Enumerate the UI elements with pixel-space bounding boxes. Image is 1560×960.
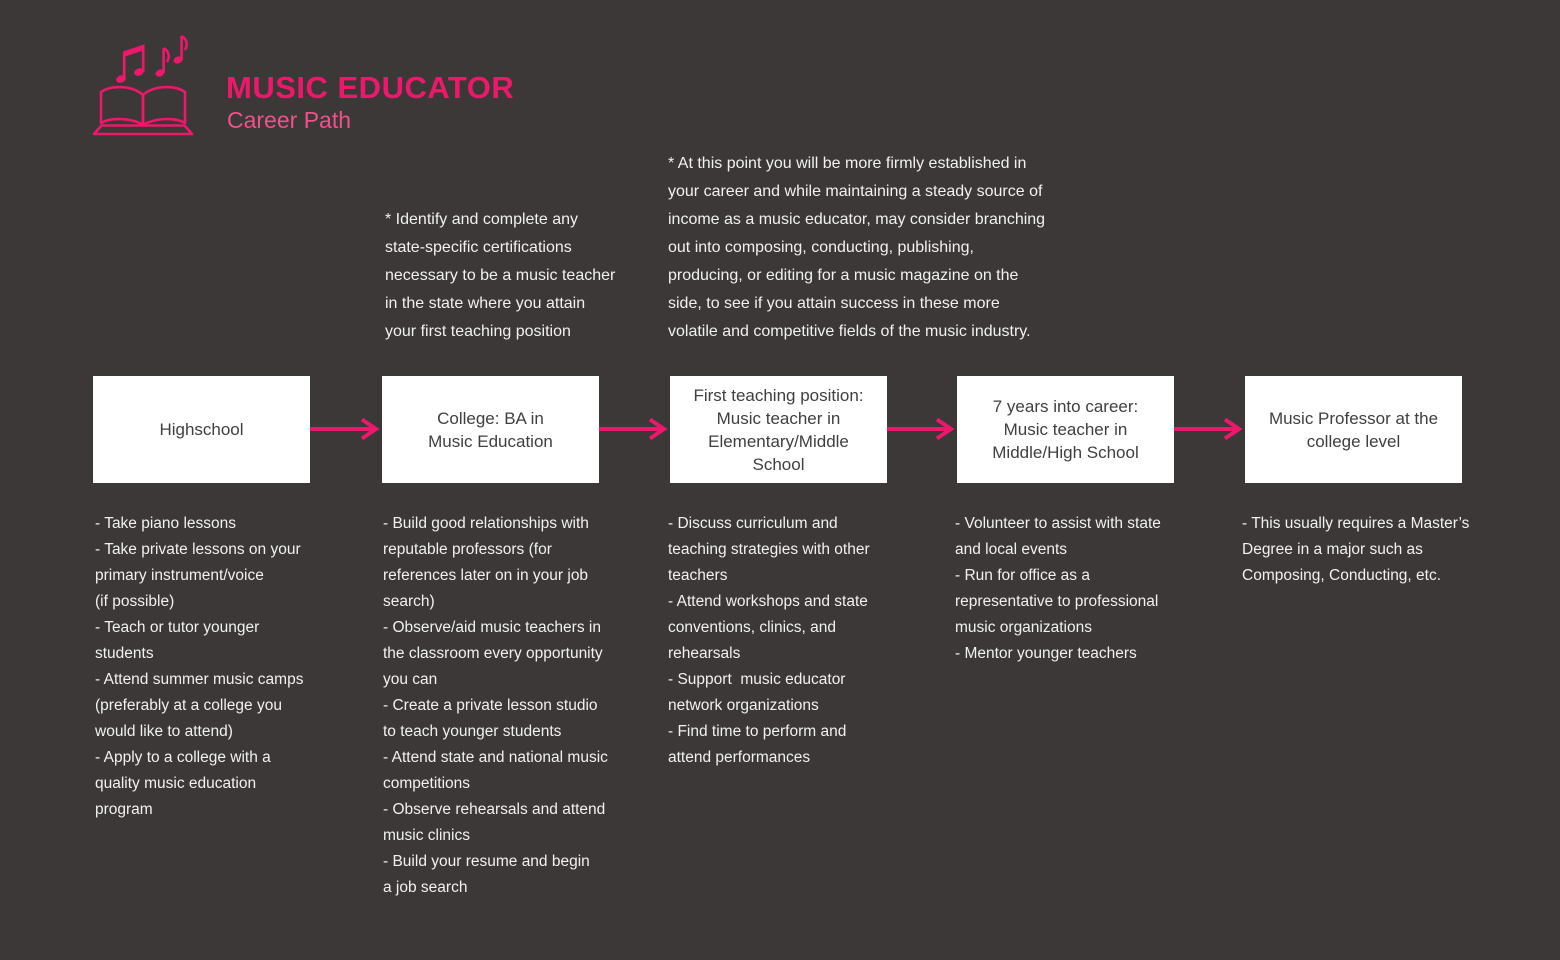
stage-details-seven-years-into-career <box>955 511 1161 667</box>
detail-line: - Create a private lesson studio <box>383 697 598 714</box>
detail-line: network organizations <box>668 697 819 714</box>
stage-box-label-line: Highschool <box>159 420 244 439</box>
stage-box-label-line: Middle/High School <box>992 443 1139 462</box>
note-certifications <box>385 206 615 346</box>
stage-box-label-line: 7 years into career: <box>992 397 1139 416</box>
detail-line: the classroom every opportunity <box>383 645 603 662</box>
note-line: producing, or editing for a music magazine on the <box>668 267 1019 284</box>
detail-line: reputable professors (for <box>383 541 552 558</box>
stage-box-label-line: Music Education <box>428 431 553 451</box>
note-line: necessary to be a music teacher <box>385 267 616 284</box>
detail-line: Composing, Conducting, etc. <box>1242 567 1442 584</box>
detail-line: Degree in a major such as <box>1242 541 1423 558</box>
flow-arrow-icon <box>1173 416 1245 442</box>
detail-line: - Attend summer music camps <box>95 671 304 688</box>
detail-line: - Find time to perform and <box>668 723 847 740</box>
detail-line: - Volunteer to assist with state <box>955 515 1161 532</box>
detail-line: teaching strategies with other <box>668 541 870 558</box>
page-subtitle: Career Path <box>227 107 352 133</box>
stage-box-label-line: School <box>752 454 805 474</box>
detail-line: (if possible) <box>95 593 175 610</box>
stage-box-label-line: Music Professor at the <box>1268 408 1439 428</box>
stage-box-label-line: First teaching position: <box>693 385 864 405</box>
note-line: in the state where you attain <box>385 295 586 312</box>
detail-line: conventions, clinics, and <box>668 619 837 636</box>
detail-line: students <box>95 645 154 662</box>
stage-box-first-teaching-position <box>670 376 887 483</box>
detail-line: references later on in your job <box>383 567 589 584</box>
flow-arrow-icon <box>310 416 382 442</box>
stage-details-college <box>383 511 608 901</box>
detail-line: primary instrument/voice <box>95 567 264 584</box>
detail-line: - Observe/aid music teachers in <box>383 619 601 636</box>
stage-box-label-line: college level <box>1306 431 1401 451</box>
detail-line: music clinics <box>383 827 470 844</box>
detail-line: (preferably at a college you <box>95 697 282 714</box>
note-line: state-specific certifications <box>385 239 572 256</box>
note-line: income as a music educator, may consider branching <box>668 211 1046 228</box>
detail-line: you can <box>383 671 438 688</box>
flow-arrow-icon <box>598 416 670 442</box>
stage-details-highschool <box>95 511 303 823</box>
stage-box-highschool <box>93 376 310 483</box>
detail-line: - Build your resume and begin <box>383 853 590 870</box>
detail-line: - This usually requires a Master’s <box>1242 515 1470 532</box>
stage-box-label-line: Elementary/Middle <box>708 431 849 451</box>
detail-line: a job search <box>383 879 468 896</box>
note-line: * Identify and complete any <box>385 211 579 228</box>
detail-line: - Attend workshops and state <box>668 593 868 610</box>
detail-line: quality music education <box>95 775 257 792</box>
note-line: out into composing, conducting, publishing, <box>668 239 974 256</box>
detail-line: - Take piano lessons <box>95 515 237 532</box>
detail-line: - Take private lessons on your <box>95 541 301 558</box>
stage-box-music-professor <box>1245 376 1462 483</box>
detail-line: - Observe rehearsals and attend <box>383 801 606 818</box>
detail-line: - Discuss curriculum and <box>668 515 838 532</box>
note-line: volatile and competitive fields of the music industry. <box>668 323 1031 340</box>
detail-line: competitions <box>383 775 471 792</box>
detail-line: - Attend state and national music <box>383 749 608 766</box>
detail-line: representative to professional <box>955 593 1159 610</box>
detail-line: and local events <box>955 541 1068 558</box>
detail-line: would like to attend) <box>95 723 233 740</box>
detail-line: search) <box>383 593 435 610</box>
stage-box-label-line: Music teacher in <box>716 408 841 428</box>
note-line: your career and while maintaining a steady source of <box>668 183 1043 200</box>
detail-line: - Teach or tutor younger <box>95 619 260 636</box>
stage-box-seven-years-into-career <box>957 376 1174 483</box>
stage-box-label-line: Music teacher in <box>1003 420 1128 439</box>
stage-details-music-professor <box>1242 511 1469 589</box>
note-established-career <box>668 150 1045 346</box>
flow-arrow-icon <box>885 416 957 442</box>
stage-box-label-line: College: BA in <box>437 408 544 428</box>
detail-line: - Apply to a college with a <box>95 749 271 766</box>
note-line: side, to see if you attain success in these more <box>668 295 1000 312</box>
note-line: * At this point you will be more firmly established in <box>668 155 1027 172</box>
note-line: your first teaching position <box>385 323 571 340</box>
detail-line: program <box>95 801 153 818</box>
detail-line: attend performances <box>668 749 811 766</box>
detail-line: - Support music educator <box>668 671 846 688</box>
detail-line: - Build good relationships with <box>383 515 589 532</box>
detail-line: music organizations <box>955 619 1092 636</box>
detail-line: rehearsals <box>668 645 741 662</box>
stage-details-first-teaching-position <box>668 511 870 771</box>
detail-line: to teach younger students <box>383 723 562 740</box>
detail-line: - Mentor younger teachers <box>955 645 1137 662</box>
open-book-with-music-notes-icon <box>88 30 198 140</box>
stage-box-college <box>382 376 599 483</box>
detail-line: - Run for office as a <box>955 567 1090 584</box>
page-title: MUSIC EDUCATOR <box>226 70 515 105</box>
detail-line: teachers <box>668 567 728 584</box>
